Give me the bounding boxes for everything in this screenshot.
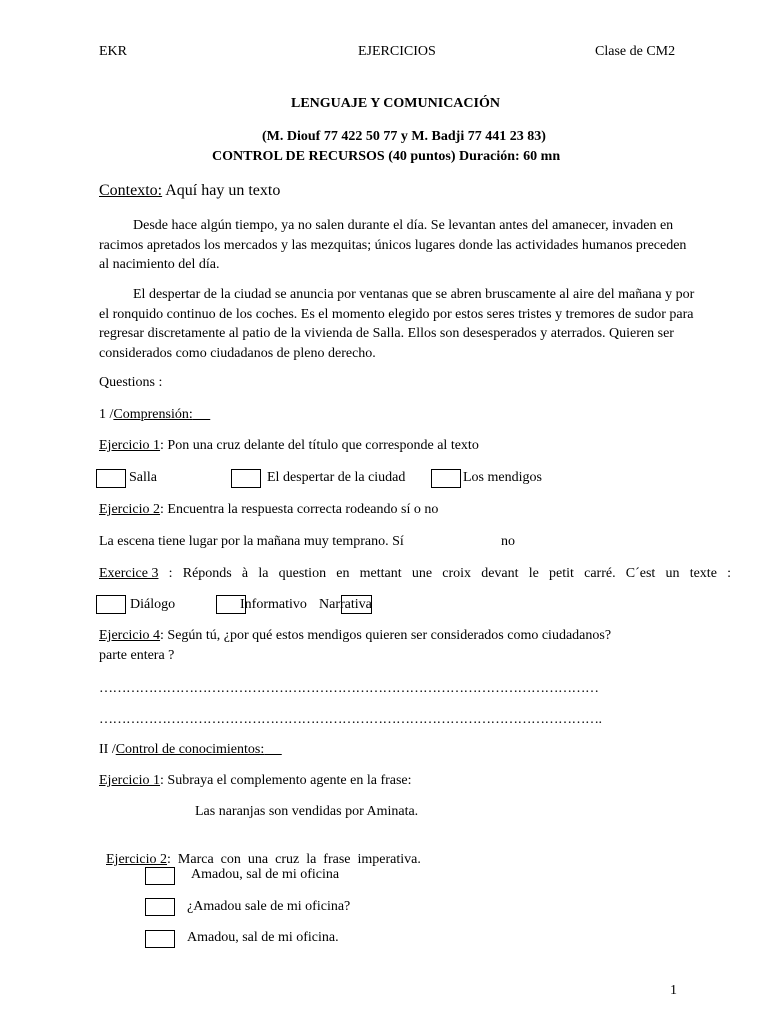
- s2-ex1-sentence[interactable]: Las naranjas son vendidas por Aminata.: [195, 804, 419, 819]
- s1-ex3-word: C´est: [625, 566, 656, 581]
- s1-ex1-option-mendigos: Los mendigos: [463, 470, 542, 485]
- s1-ex1-instruction: [99, 438, 479, 454]
- s2-ex2-option-2: ¿Amadou sale de mi oficina?: [187, 899, 351, 914]
- passage-paragraph-1: [99, 216, 699, 275]
- s1-ex4-answer-line-1[interactable]: …………………………………………………………………………………………………: [99, 681, 599, 696]
- s1-ex3-word: carré.: [584, 566, 616, 581]
- s2-ex2-option-3: Amadou, sal de mi oficina.: [187, 930, 339, 945]
- s1-ex2-text: : Encuentra la respuesta correcta rodeando sí o no: [160, 502, 439, 517]
- s1-ex1-option-despertar: El despertar de la ciudad: [267, 470, 406, 485]
- subject-title: LENGUAJE Y COMUNICACIÓN: [291, 96, 500, 111]
- section2-number: II /: [99, 742, 116, 757]
- s2-ex2-checkbox-1[interactable]: [145, 867, 175, 885]
- s1-ex3-word: une: [411, 566, 433, 581]
- control-line: CONTROL DE RECURSOS (40 puntos) Duración: 60 mn: [212, 149, 561, 164]
- passage-text-2: El despertar de la ciudad se anuncia por ventanas que se abren bruscamente al aire del mañana y por el ronquido continuo de los coches. Es el momento elegido por estos seres tristes y tremores de sudor para regresar discretamente al patio de la vivienda de Salla. Ellos son desesperados y aterrados. Quieren ser considerados como ciudadanos de pleno derecho.: [99, 287, 695, 361]
- s1-ex3-word: croix: [442, 566, 472, 581]
- s2-ex2-text: : Marca con una cruz la frase imperativa.: [167, 852, 421, 867]
- s1-ex3-option-dialogo: Diálogo: [130, 597, 176, 612]
- context-text: Aquí hay un texto: [162, 182, 281, 199]
- page-number: 1: [670, 983, 677, 998]
- s1-ex2-statement: La escena tiene lugar por la mañana muy temprano. Sí: [99, 534, 404, 549]
- section1-number: 1 /: [99, 407, 114, 422]
- authors-line: (M. Diouf 77 422 50 77 y M. Badji 77 441 23 83): [262, 129, 546, 144]
- header-right: Clase de CM2: [595, 44, 676, 59]
- questions-label: Questions :: [99, 375, 163, 390]
- s1-ex3-word: :: [168, 566, 173, 581]
- section1-label: Comprensión:: [113, 407, 193, 422]
- s1-ex2-instruction: [99, 502, 438, 518]
- s1-ex1-checkbox-mendigos[interactable]: [431, 469, 461, 488]
- s1-ex3-word: Réponds: [182, 566, 232, 581]
- s2-ex2-label: Ejercicio 2: [106, 852, 168, 867]
- s1-ex3-label: Exercice 3: [99, 566, 159, 581]
- s1-ex1-checkbox-salla[interactable]: [96, 469, 126, 488]
- s1-ex4-label: Ejercicio 4: [99, 628, 161, 643]
- s1-ex1-label: Ejercicio 1: [99, 438, 161, 453]
- section2-label: Control de conocimientos:: [115, 742, 265, 757]
- s1-ex3-instruction: [99, 566, 731, 582]
- s1-ex3-word: texte: [689, 566, 717, 581]
- s1-ex3-option-informativo: Informativo: [240, 597, 307, 612]
- context-heading: [99, 182, 280, 200]
- s2-ex1-label: Ejercicio 1: [99, 773, 161, 788]
- s1-ex4-answer-line-2[interactable]: ………………………………………………………………………………………………….: [99, 712, 602, 727]
- s1-ex3-word: question: [278, 566, 327, 581]
- s1-ex3-word: mettant: [359, 566, 402, 581]
- passage-text-1: Desde hace algún tiempo, ya no salen durante el día. Se levantan antes del amanecer, invaden en racimos apretados los mercados y las mezquitas; únicos lugares donde las actividades humanos preceden al nacimiento del día.: [99, 218, 687, 272]
- s1-ex2-label: Ejercicio 2: [99, 502, 161, 517]
- s1-ex1-text: : Pon una cruz delante del título que corresponde al texto: [160, 438, 479, 453]
- context-label: Contexto:: [99, 182, 163, 199]
- s1-ex3-checkbox-dialogo[interactable]: [96, 595, 126, 614]
- s1-ex4-line2: parte entera ?: [99, 648, 175, 663]
- s1-ex3-option-narrativa: Narrativa: [319, 597, 372, 612]
- s2-ex2-instruction: [99, 836, 421, 868]
- s1-ex4-instruction: [99, 628, 611, 644]
- s1-ex3-word: :: [727, 566, 731, 581]
- s1-ex3-word: devant: [481, 566, 519, 581]
- s2-ex2-checkbox-2[interactable]: [145, 898, 175, 916]
- s2-ex1-text: : Subraya el complemento agente en la frase:: [160, 773, 412, 788]
- s1-ex3-word: la: [258, 566, 269, 581]
- s1-ex1-checkbox-despertar[interactable]: [231, 469, 261, 488]
- s1-ex3-word: un: [665, 566, 680, 581]
- s2-ex1-instruction: [99, 773, 412, 789]
- header-center: EJERCICIOS: [358, 44, 436, 59]
- section2-heading: [99, 742, 282, 758]
- header-left: EKR: [99, 44, 127, 59]
- s2-ex2-checkbox-3[interactable]: [145, 930, 175, 948]
- s1-ex3-word: petit: [549, 566, 574, 581]
- s1-ex1-option-salla: Salla: [129, 470, 157, 485]
- passage-paragraph-2: [99, 285, 699, 363]
- s1-ex3-word: le: [528, 566, 539, 581]
- s1-ex4-text: : Según tú, ¿por qué estos mendigos quieren ser considerados como ciudadanos?: [160, 628, 612, 643]
- s1-ex3-word: à: [241, 566, 249, 581]
- s2-ex2-option-1: Amadou, sal de mi oficina: [191, 867, 340, 882]
- section1-heading: [99, 407, 210, 423]
- s1-ex2-no: no: [501, 534, 515, 549]
- s1-ex3-word: en: [336, 566, 350, 581]
